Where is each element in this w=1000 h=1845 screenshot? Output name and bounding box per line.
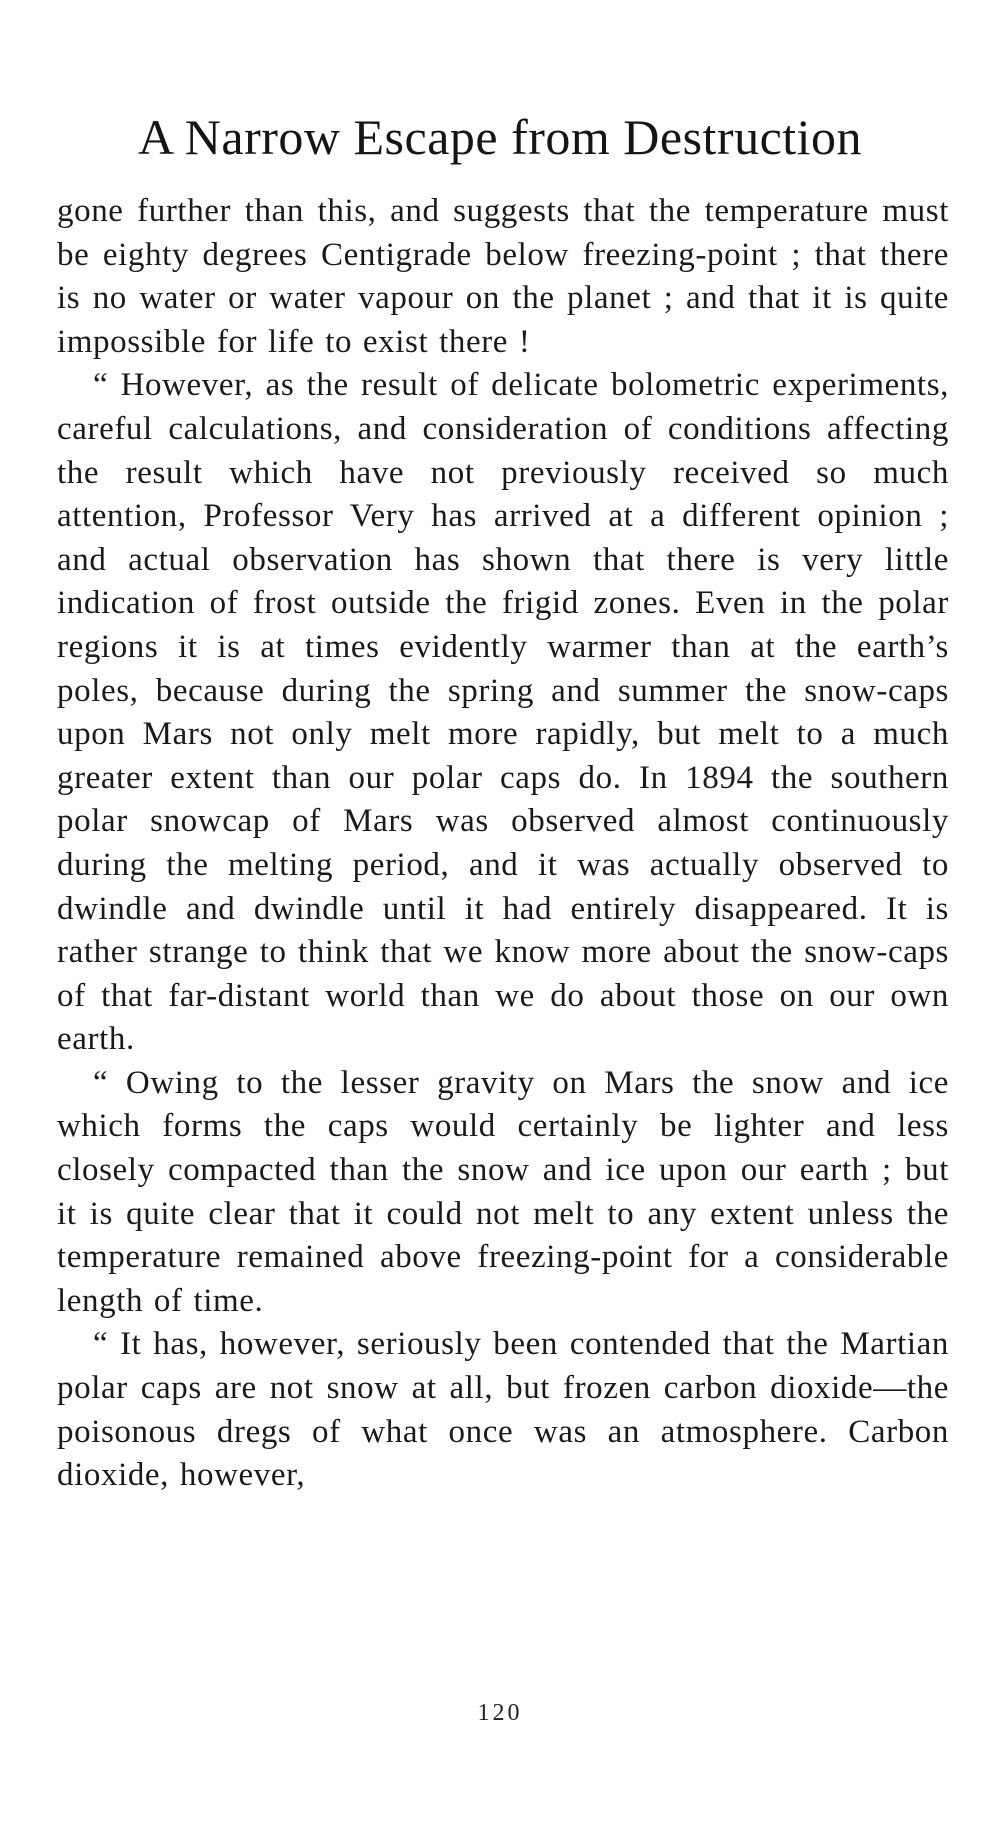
paragraph-3: “ Owing to the lesser gravity on Mars the snow and ice which forms the caps would certainly be lighter and less closely compacted than the snow and ice upon our earth ; but it is quite clear that it could not melt to any extent unless the temperature remained above freezing-point for a considerable length of time. [57, 1064, 949, 1319]
page-number: 120 [477, 1700, 523, 1726]
running-head: A Narrow Escape from Destruction [137, 109, 863, 165]
body-text [57, 190, 949, 1498]
paragraph-4: “ It has, however, seriously been contended that the Martian polar caps are not snow at all, but frozen carbon dioxide—the poisonous dregs of what once was an atmosphere. Carbon dioxide, however, [57, 1326, 949, 1494]
paragraph-1: gone further than this, and suggests that the temperature must be eighty degrees Centigrade below freezing-point ; that there is no water or water vapour on the planet ; and that it is quite impossible for life to exist there ! [57, 193, 949, 360]
paragraph-2: “ However, as the result of delicate bolometric experiments, careful calculations, and consideration of conditions affecting the result which have not previously received so much attention, Professor Very has arrived at a different opinion ; and actual observation has shown that there is very little indication of frost outside the frigid zones. Even in the polar regions it is at times evidently warmer than at the earth’s poles, because during the spring and summer the snow-caps upon Mars not only melt more rapidly, but melt to a much greater extent than our polar caps do. In 1894 the southern polar snowcap of Mars was observed almost continuously during the melting period, and it was actually observed to dwindle and dwindle until it had entirely disappeared. It is rather strange to think that we know more about the snow-caps of that far-distant world than we do about those on our own earth. [57, 367, 949, 1058]
